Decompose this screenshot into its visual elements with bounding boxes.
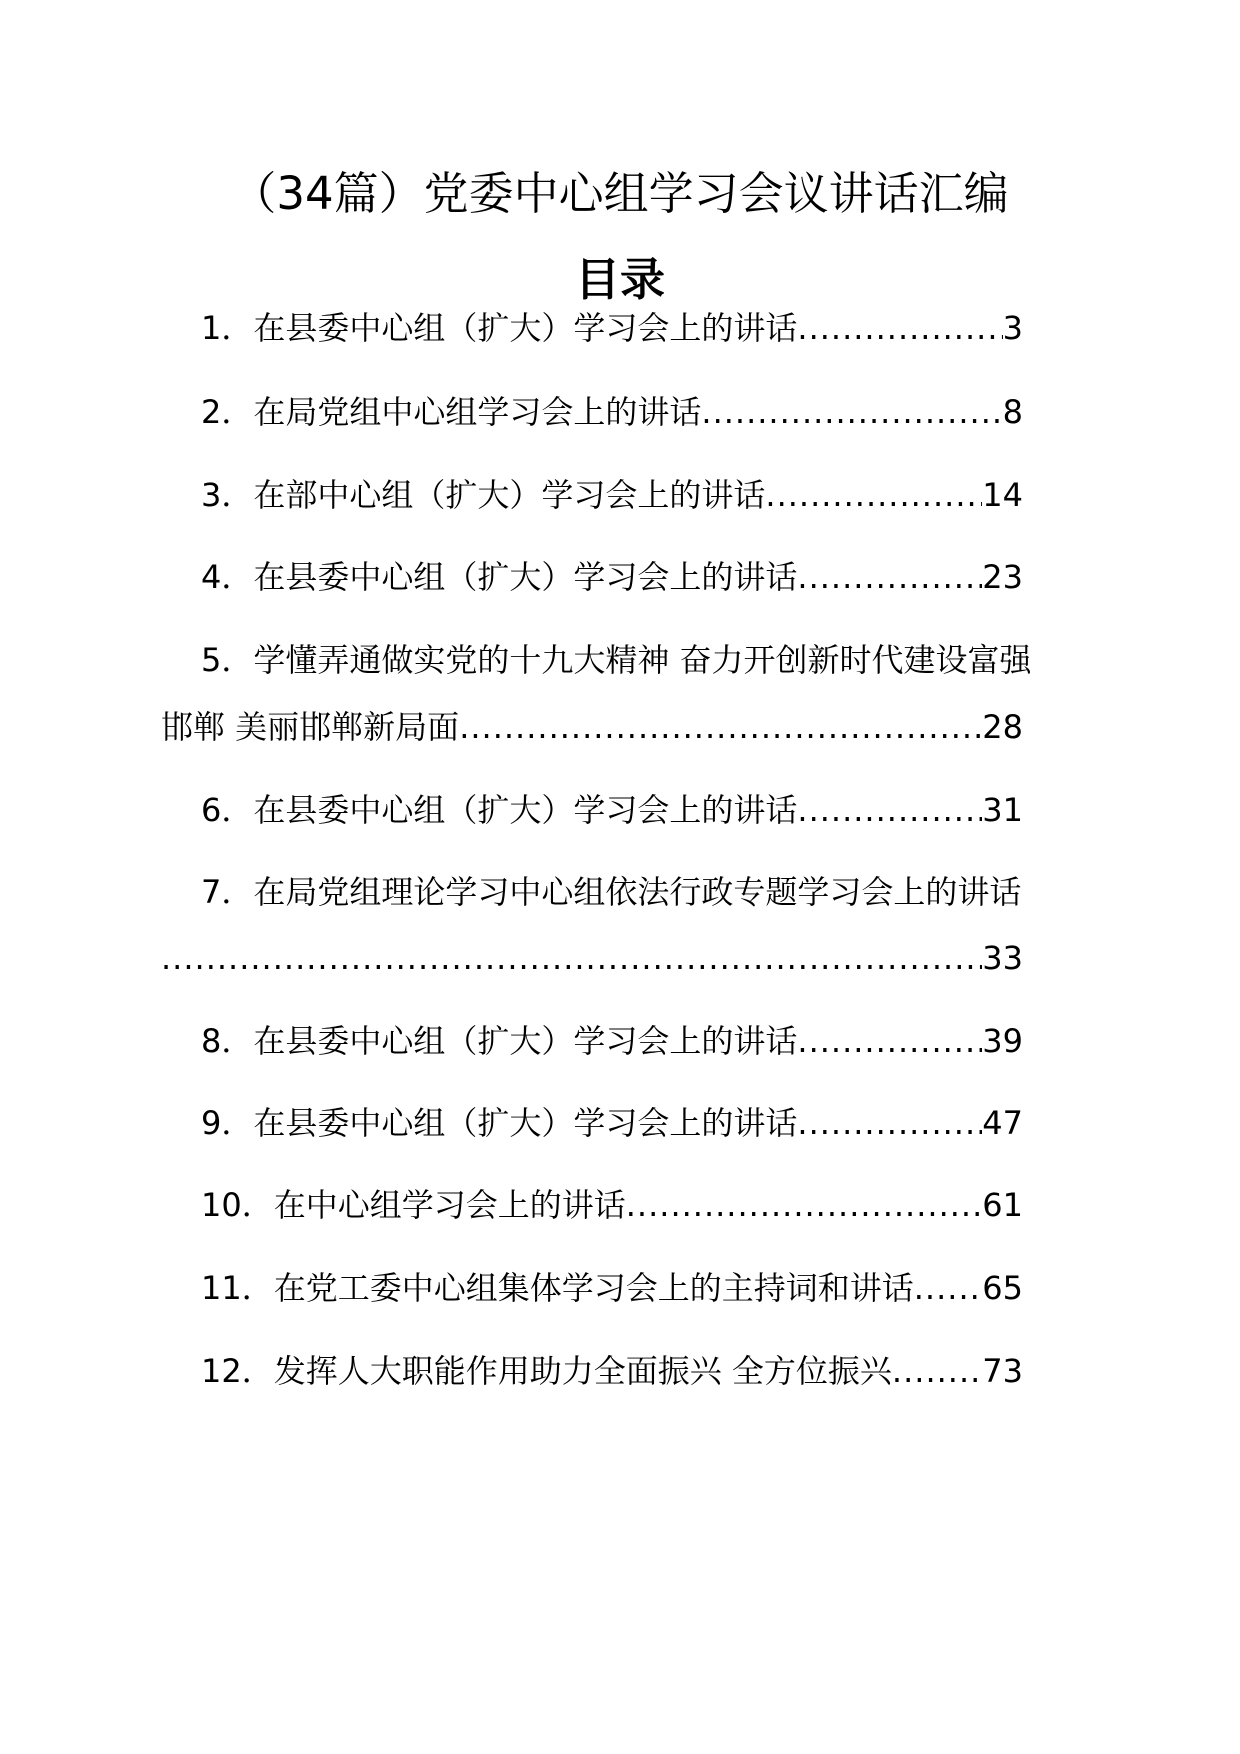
toc-entry-number: 7． bbox=[201, 873, 254, 911]
toc-entry-number: 4． bbox=[201, 558, 254, 596]
toc-dot-leader bbox=[914, 1266, 983, 1310]
toc-entry-page: 31 bbox=[982, 791, 1023, 829]
toc-entry-title: 在县委中心组（扩大）学习会上的讲话 bbox=[253, 558, 798, 596]
toc-entry-page: 23 bbox=[982, 558, 1023, 596]
toc-entry-title: 在中心组学习会上的讲话 bbox=[273, 1186, 626, 1224]
toc-dot-leader bbox=[765, 473, 982, 517]
toc-entry-number: 6． bbox=[201, 791, 254, 829]
toc-entry-10[interactable] bbox=[201, 1183, 1023, 1227]
toc-entry-4[interactable] bbox=[201, 555, 1023, 599]
toc-entry-page: 33 bbox=[982, 939, 1023, 977]
toc-entry-number: 9． bbox=[201, 1104, 254, 1142]
toc-entry-title-line-1: 在局党组理论学习中心组依法行政专题学习会上的讲话 bbox=[253, 873, 1022, 911]
toc-entry-page: 65 bbox=[982, 1269, 1023, 1307]
toc-entry-title-line-2: 邯郸 美丽邯郸新局面 bbox=[161, 708, 460, 746]
toc-entry-number: 1． bbox=[201, 309, 254, 347]
toc-entry-5-line-2[interactable] bbox=[161, 705, 1023, 749]
toc-entry-7-line-1[interactable] bbox=[201, 870, 1131, 914]
toc-entry-page: 39 bbox=[982, 1022, 1023, 1060]
toc-entry-page: 14 bbox=[982, 476, 1023, 514]
toc-entry-title: 在党工委中心组集体学习会上的主持词和讲话 bbox=[273, 1269, 914, 1307]
toc-entry-8[interactable] bbox=[201, 1019, 1023, 1063]
toc-entry-1[interactable] bbox=[201, 306, 1023, 350]
toc-entry-title: 在县委中心组（扩大）学习会上的讲话 bbox=[253, 1022, 798, 1060]
toc-entry-12[interactable] bbox=[201, 1349, 1023, 1393]
toc-entry-title: 在县委中心组（扩大）学习会上的讲话 bbox=[253, 791, 798, 829]
toc-entry-title-line-1: 学懂弄通做实党的十九大精神 奋力开创新时代建设富强 bbox=[253, 641, 1032, 679]
toc-dot-leader bbox=[797, 1101, 982, 1145]
toc-entry-title: 发挥人大职能作用助力全面振兴 全方位振兴 bbox=[273, 1352, 892, 1390]
toc-entry-title: 在县委中心组（扩大）学习会上的讲话 bbox=[253, 1104, 798, 1142]
toc-heading: 目录 bbox=[574, 253, 665, 306]
toc-entry-page: 47 bbox=[982, 1104, 1023, 1142]
toc-entry-5-line-1[interactable] bbox=[201, 638, 1131, 682]
toc-entry-6[interactable] bbox=[201, 788, 1023, 832]
toc-entry-page: 73 bbox=[982, 1352, 1023, 1390]
toc-entry-9[interactable] bbox=[201, 1101, 1023, 1145]
toc-entry-number: 2． bbox=[201, 393, 254, 431]
toc-dot-leader bbox=[797, 306, 1002, 350]
toc-entry-page: 8 bbox=[1002, 393, 1023, 431]
toc-entry-7-line-2[interactable] bbox=[161, 936, 1023, 980]
toc-entry-number: 10． bbox=[201, 1186, 274, 1224]
toc-entry-number: 3． bbox=[201, 476, 254, 514]
toc-dot-leader bbox=[701, 390, 1002, 434]
toc-entry-number: 5． bbox=[201, 641, 254, 679]
toc-entry-page: 61 bbox=[982, 1186, 1023, 1224]
toc-dot-leader bbox=[797, 1019, 982, 1063]
document-title: （34篇）党委中心组学习会议讲话汇编 bbox=[231, 167, 1009, 220]
toc-entry-3[interactable] bbox=[201, 473, 1023, 517]
toc-dot-leader bbox=[797, 555, 982, 599]
toc-entry-2[interactable] bbox=[201, 390, 1023, 434]
toc-entry-number: 12． bbox=[201, 1352, 274, 1390]
toc-entry-number: 8． bbox=[201, 1022, 254, 1060]
toc-dot-leader bbox=[459, 705, 982, 749]
toc-dot-leader bbox=[161, 936, 982, 980]
toc-entry-11[interactable] bbox=[201, 1266, 1023, 1310]
toc-dot-leader bbox=[797, 788, 982, 832]
toc-dot-leader bbox=[626, 1183, 983, 1227]
toc-entry-title: 在部中心组（扩大）学习会上的讲话 bbox=[253, 476, 766, 514]
toc-entry-number: 11． bbox=[201, 1269, 274, 1307]
toc-entry-title: 在县委中心组（扩大）学习会上的讲话 bbox=[253, 309, 798, 347]
toc-entry-page: 28 bbox=[982, 708, 1023, 746]
toc-entry-title: 在局党组中心组学习会上的讲话 bbox=[253, 393, 702, 431]
toc-dot-leader bbox=[892, 1349, 982, 1393]
toc-entry-page: 3 bbox=[1002, 309, 1023, 347]
